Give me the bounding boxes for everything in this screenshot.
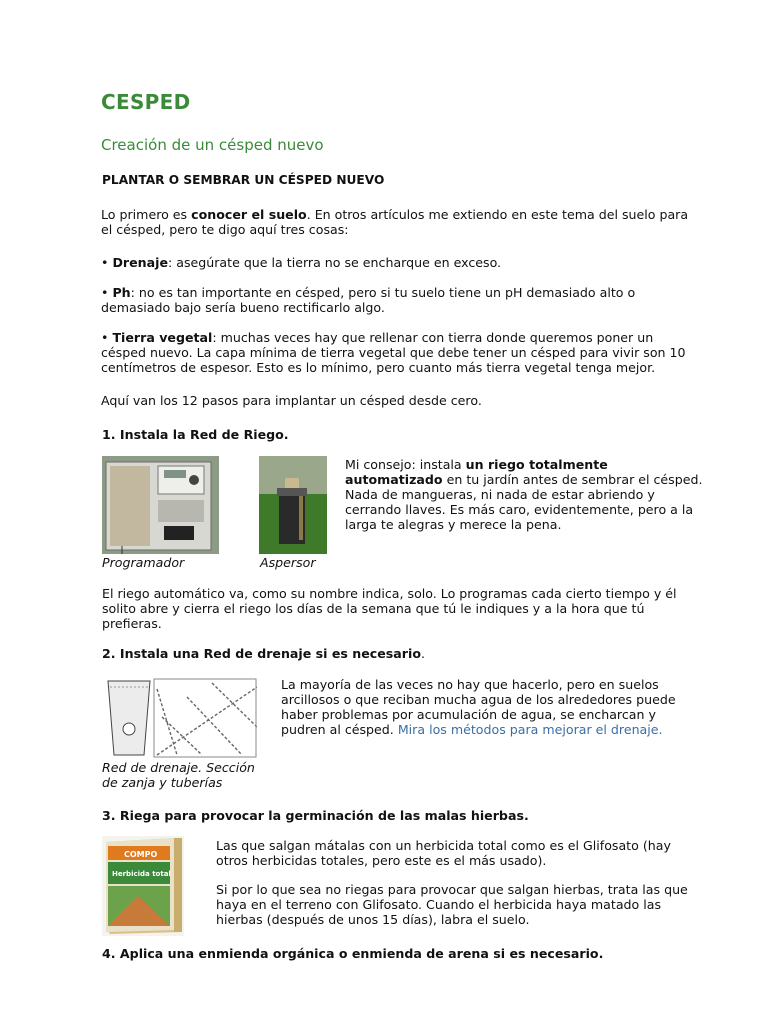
step1-advice: Mi consejo: instala un riego totalmente automatizado en tu jardín antes de sembrar el césped. Nada de mangueras, ni nada de estar abriendo y cerrando llaves. Es más caro, evidentemente, pero a la larga te alegras y merece la pena. — [345, 457, 703, 532]
bullet-tierra-vegetal: • Tierra vegetal: muchas veces hay que rellenar con tierra donde queremos poner un césped nuevo. La capa mínima de tierra vegetal que debe tener un césped para vivir son 10 centímetros de espesor. Esto es lo mínimo, pero cuanto más tierra vegetal tenga mejor. — [101, 330, 686, 375]
intro-line-1: Lo primero es conocer el suelo. En otros artículos me extiendo en este tema del suelo para — [101, 207, 689, 222]
programador-caption: Programador — [102, 555, 185, 570]
step2-text: La mayoría de las veces no hay que hacerlo, pero en suelos arcillosos o que reciban mucha agua de los alrededores puede haber problemas por acumulación de agua, se encharcan y pudren al césped. Mira los métodos para mejorar el drenaje. — [281, 677, 676, 737]
bullet-drenaje: • Drenaje: asegúrate que la tierra no se encharque en exceso. — [101, 255, 502, 270]
aspersor-photo — [259, 456, 327, 554]
step1-text: El riego automático va, como su nombre indica, solo. Lo programas cada cierto tiempo y él solito abre y cierra el riego los días de la semana que tú le indiques y a la hora que tú prefieras. — [102, 586, 677, 631]
steps-intro: Aquí van los 12 pasos para implantar un césped desde cero. — [101, 393, 482, 408]
drenaje-diagram — [102, 677, 257, 759]
box-brand-text: COMPO — [124, 850, 158, 859]
section-title: PLANTAR O SEMBRAR UN CÉSPED NUEVO — [102, 173, 385, 187]
step3-paragraph-1: Las que salgan mátalas con un herbicida total como es el Glifosato (hay otros herbicidas totales, pero este es el más usado). — [216, 838, 671, 868]
intro-line-2: el césped, pero te digo aquí tres cosas: — [101, 222, 349, 237]
page-title: CESPED — [101, 90, 191, 114]
step1-heading: 1. Instala la Red de Riego. — [102, 427, 289, 442]
step3-paragraph-2: Si por lo que sea no riegas para provocar que salgan hierbas, trata las que haya en el terreno con Glifosato. Cuando el herbicida haya matado las hierbas (después de unos 15 días), labra el suelo. — [216, 882, 688, 927]
programador-photo — [102, 456, 219, 554]
bullet-ph: • Ph: no es tan importante en césped, pero si tu suelo tiene un pH demasiado alto o demasiado bajo sería bueno rectificarlo algo. — [101, 285, 636, 315]
box-title-text: Herbicida total — [112, 870, 171, 878]
drenaje-link[interactable]: Mira los métodos para mejorar el drenaje. — [397, 722, 663, 737]
step3-heading: 3. Riega para provocar la germinación de las malas hierbas. — [102, 808, 529, 823]
aspersor-caption: Aspersor — [260, 555, 316, 570]
step4-heading: 4. Aplica una enmienda orgánica o enmienda de arena si es necesario. — [102, 946, 604, 961]
step2-heading: 2. Instala una Red de drenaje si es necesario. — [102, 646, 425, 661]
herbicida-box-photo — [102, 836, 184, 936]
drenaje-caption: Red de drenaje. Sección de zanja y tuberías — [102, 760, 255, 790]
intro-paragraph — [101, 207, 721, 237]
page-subtitle: Creación de un césped nuevo — [101, 136, 324, 154]
